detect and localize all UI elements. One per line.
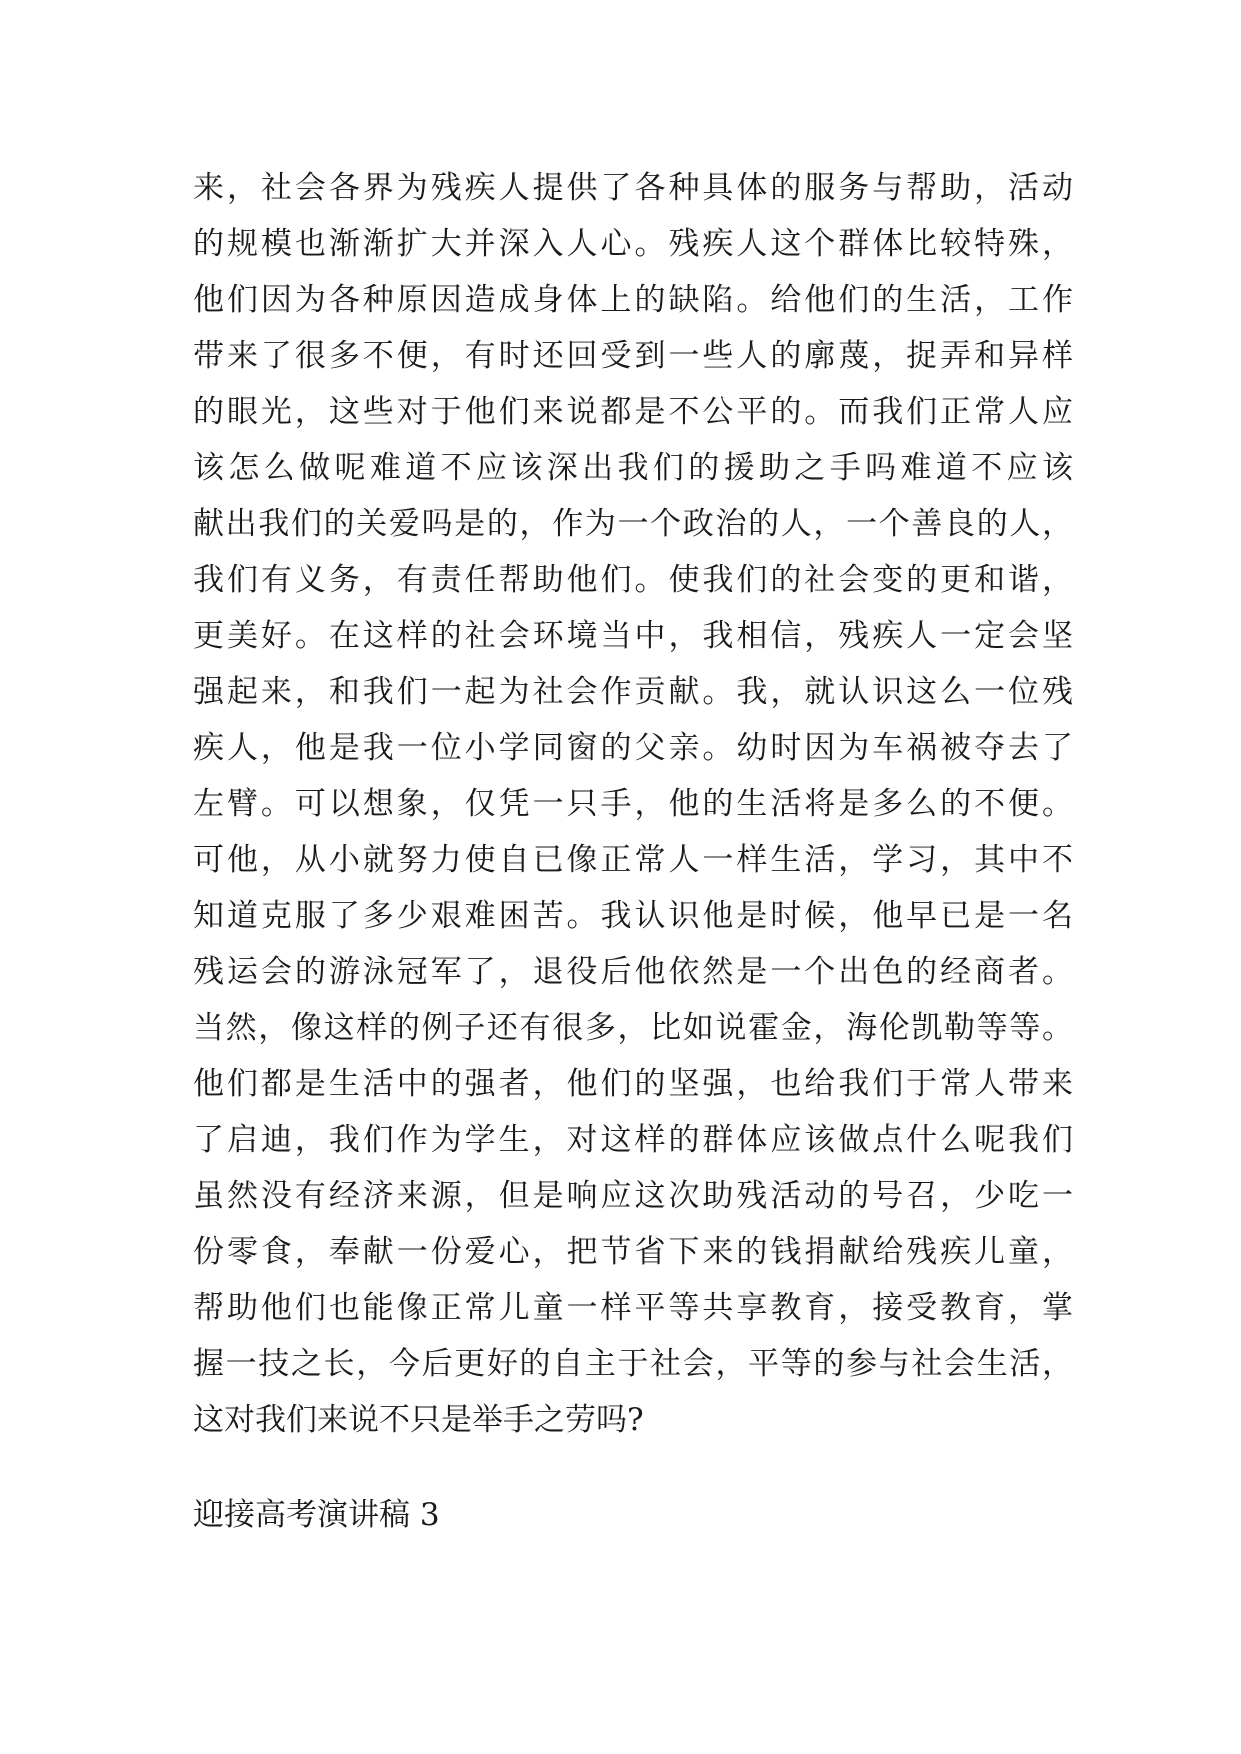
text-line: 献出我们的关爱吗是的，作为一个政治的人，一个善良的人，	[193, 506, 1073, 542]
text-line: 知道克服了多少艰难困苦。我认识他是时候，他早已是一名	[193, 898, 1073, 934]
text-line: 当然，像这样的例子还有很多，比如说霍金，海伦凯勒等等。	[193, 1010, 1073, 1046]
text-line: 来，社会各界为残疾人提供了各种具体的服务与帮助，活动	[193, 170, 1073, 206]
text-line: 可他，从小就努力使自已像正常人一样生活，学习，其中不	[193, 842, 1073, 878]
text-line: 他们都是生活中的强者，他们的坚强，也给我们于常人带来	[193, 1066, 1073, 1102]
text-line: 我们有义务，有责任帮助他们。使我们的社会变的更和谐，	[193, 562, 1073, 598]
text-line: 的规模也渐渐扩大并深入人心。残疾人这个群体比较特殊，	[193, 226, 1073, 262]
text-line: 疾人，他是我一位小学同窗的父亲。幼时因为车祸被夺去了	[193, 730, 1073, 766]
body-paragraph	[193, 160, 1073, 1448]
text-line: 虽然没有经济来源，但是响应这次助残活动的号召，少吃一	[193, 1178, 1073, 1214]
text-line: 这对我们来说不只是举手之劳吗?	[193, 1402, 644, 1438]
text-line: 残运会的游泳冠军了，退役后他依然是一个出色的经商者。	[193, 954, 1073, 990]
text-line: 的眼光，这些对于他们来说都是不公平的。而我们正常人应	[193, 394, 1073, 430]
text-line: 更美好。在这样的社会环境当中，我相信，残疾人一定会坚	[193, 618, 1073, 654]
text-line: 他们因为各种原因造成身体上的缺陷。给他们的生活，工作	[193, 282, 1073, 318]
text-line: 该怎么做呢难道不应该深出我们的援助之手吗难道不应该	[193, 450, 1073, 486]
text-line: 帮助他们也能像正常儿童一样平等共享教育，接受教育，掌	[193, 1290, 1073, 1326]
text-line: 了启迪，我们作为学生，对这样的群体应该做点什么呢我们	[193, 1122, 1073, 1158]
text-line: 握一技之长，今后更好的自主于社会，平等的参与社会生活，	[193, 1346, 1073, 1382]
text-line: 左臂。可以想象，仅凭一只手，他的生活将是多么的不便。	[193, 786, 1073, 822]
text-line: 带来了很多不便，有时还回受到一些人的廓蔑，捉弄和异样	[193, 338, 1073, 374]
text-line: 份零食，奉献一份爱心，把节省下来的钱捐献给残疾儿童，	[193, 1234, 1073, 1270]
section-heading: 迎接高考演讲稿 3	[193, 1497, 440, 1533]
text-line: 强起来，和我们一起为社会作贡献。我，就认识这么一位残	[193, 674, 1073, 710]
